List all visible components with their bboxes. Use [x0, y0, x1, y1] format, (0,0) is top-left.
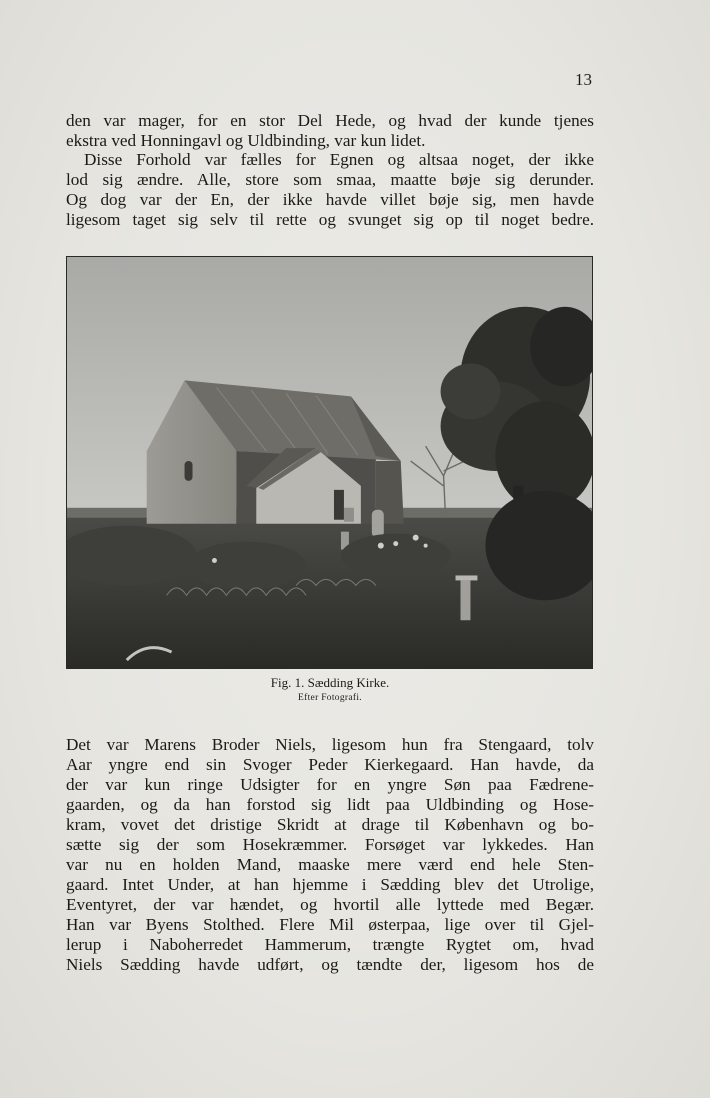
page-number: 13 [575, 70, 592, 89]
figure-caption: Fig. 1. Sædding Kirke. [270, 675, 390, 690]
text-line: var nu en holden Mand, maaske mere værd end hele Sten- [66, 855, 594, 874]
text-line: der var kun ringe Udsigter for en yngre Søn paa Fædrene- [66, 775, 594, 794]
text-line: Aar yngre end sin Svoger Peder Kierkegaard. Han havde, da [66, 755, 594, 774]
paragraph-1 [66, 111, 594, 151]
text-line: ligesom taget sig selv til rette og svunget sig op til noget bedre. [66, 210, 594, 229]
text-line: lod sig ændre. Alle, store som smaa, maatte bøje sig derunder. [66, 170, 594, 189]
text-line: gaarden, og da han forstod sig lidt paa Uldbinding og Hose- [66, 795, 594, 814]
photo-illustration [67, 257, 592, 668]
church-photograph [66, 256, 593, 669]
text-line: sætte sig der som Hosekræmmer. Forsøget var lykkedes. Han [66, 835, 594, 854]
text-line: Disse Forhold var fælles for Egnen og altsaa noget, der ikke [84, 150, 594, 169]
text-line: Og dog var der En, der ikke havde villet bøje sig, men havde [66, 190, 594, 209]
figure-credit: Efter Fotografi. [298, 693, 362, 703]
porch-door [334, 490, 344, 520]
text-line: lerup i Naboherredet Hammerum, trængte Rygtet om, hvad [66, 935, 594, 954]
text-line: Eventyret, der var hændet, og hvortil alle lyttede med Begær. [66, 895, 594, 914]
text-line: kram, vovet det dristige Skridt at drage til København og bo- [66, 815, 594, 834]
text-line: Han var Byens Stolthed. Flere Mil østerpaa, lige over til Gjel- [66, 915, 594, 934]
text-line: ekstra ved Honningavl og Uldbinding, var kun lidet. [66, 131, 426, 150]
text-line: den var mager, for en stor Del Hede, og hvad der kunde tjenes [66, 111, 594, 130]
paragraph-2 [66, 150, 594, 230]
paragraph-3 [66, 735, 594, 975]
church-window [185, 461, 193, 481]
text-line: gaard. Intet Under, at han hjemme i Sædding blev det Utrolige, [66, 875, 594, 894]
text-line: Det var Marens Broder Niels, ligesom hun fra Stengaard, tolv [66, 735, 594, 754]
text-line: Niels Sædding havde udført, og tændte der, ligesom hos de [66, 955, 594, 974]
